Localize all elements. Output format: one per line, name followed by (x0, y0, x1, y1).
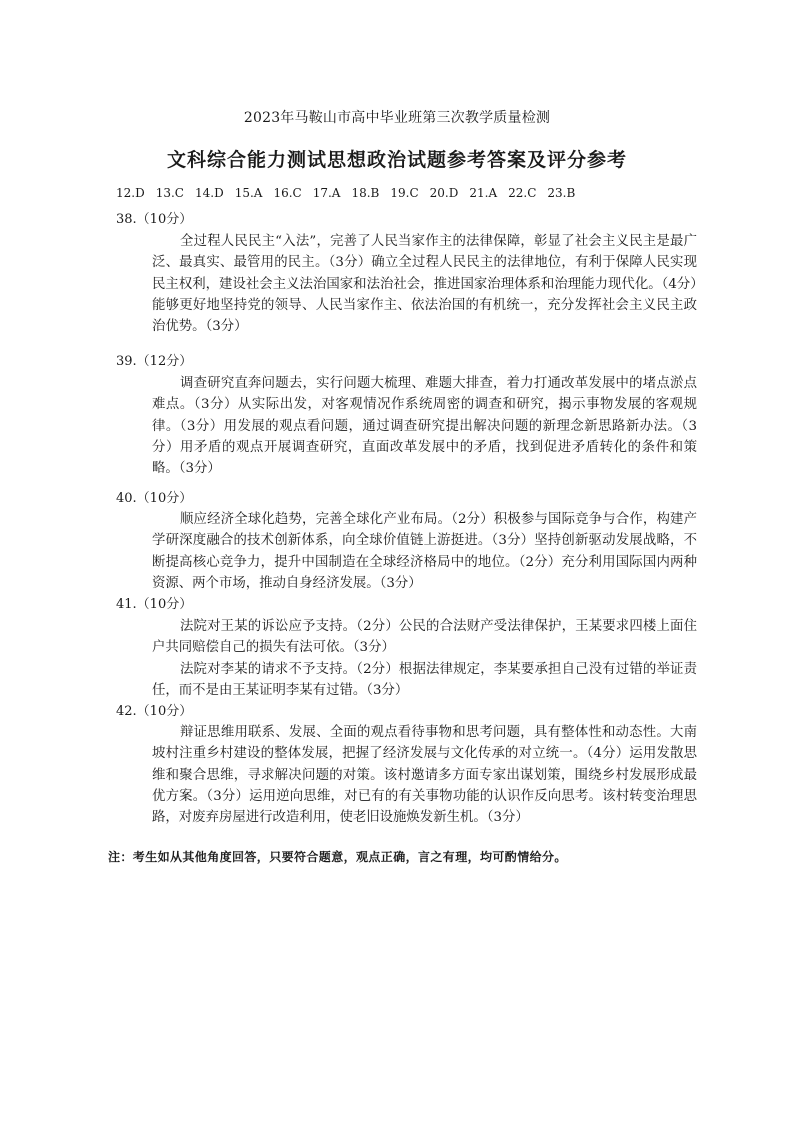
question-42-answer: 辩证思维用联系、发展、全面的观点看待事物和思考问题，具有整体性和动态性。大南坡村注重乡村建设的整体发展，把握了经济发展与文化传承的对立统一。（4分）运用发散思维和聚合思维，寻求解决问题的对策。该村邀请多方面专家出谋划策，围绕乡村发展形成最优方案。（3分）运用逆向思维，对已有的有关事物功能的认识作反向思考。该村转变治理思路，对废弃房屋进行改造利用，使老旧设施焕发新生机。（3分） (152, 725, 697, 826)
mc-answer: 21.A (469, 186, 498, 200)
mc-answer: 17.A (312, 186, 341, 200)
mc-answer: 22.C (508, 186, 537, 200)
question-38-head: 38.（10分） (116, 212, 193, 227)
mc-answer: 13.C (155, 186, 184, 200)
mc-answer: 15.A (234, 186, 263, 200)
question-40-head: 40.（10分） (116, 491, 193, 506)
mc-answer: 20.D (429, 186, 459, 200)
mc-answer: 19.C (390, 186, 419, 200)
mc-answer: 23.B (547, 186, 576, 200)
mc-answer: 12.D (116, 186, 145, 200)
question-42-head: 42.（10分） (116, 704, 193, 719)
question-40-answer: 顺应经济全球化趋势，完善全球化产业布局。（2分）积极参与国际竞争与合作，构建产学研深度融合的技术创新体系，向全球价值链上游挺进。（3分）坚持创新驱动发展战略，不断提高核心竞争力，提升中国制造在全球经济格局中的地位。（2分）充分利用国际国内两种资源、两个市场，推动自身经济发展。（3分） (152, 512, 697, 591)
question-41-answer-1: 法院对王某的诉讼应予支持。（2分）公民的合法财产受法律保护，王某要求四楼上面住户共同赔偿自己的损失有法可依。（3分） (152, 619, 697, 656)
page-title: 文科综合能力测试思想政治试题参考答案及评分参考 (166, 149, 627, 171)
scoring-note: 注：考生如从其他角度回答，只要符合题意，观点正确，言之有理，均可酌情给分。 (108, 850, 567, 864)
question-41-head: 41.（10分） (116, 597, 193, 612)
mc-answer: 14.D (194, 186, 224, 200)
question-39-head: 39.（12分） (116, 354, 193, 369)
exam-subtitle: 2023年马鞍山市高中毕业班第三次教学质量检测 (243, 110, 551, 126)
mc-answer: 18.B (351, 186, 380, 200)
question-38-answer: 全过程人民民主“入法”，完善了人民当家作主的法律保障，彰显了社会主义民主是最广泛、最真实、最管用的民主。（3分）确立全过程人民民主的法律地位，有利于保障人民实现民主权利，建设社会主义法治国家和法治社会，推进国家治理体系和治理能力现代化。（4分）能够更好地坚持党的领导、人民当家作主、依法治国的有机统一，充分发挥社会主义民主政治优势。（3分） (152, 234, 697, 335)
multiple-choice-answers (116, 186, 736, 200)
question-41-answer-2: 法院对李某的请求不予支持。（2分）根据法律规定，李某要承担自己没有过错的举证责任，而不是由王某证明李某有过错。（3分） (152, 662, 697, 699)
mc-answer: 16.C (273, 186, 302, 200)
question-39-answer: 调查研究直奔问题去，实行问题大梳理、难题大排查，着力打通改革发展中的堵点淤点难点。（3分）从实际出发，对客观情况作系统周密的调查和研究，揭示事物发展的客观规律。（3分）用发展的观点看问题，通过调查研究提出解决问题的新理念新思路新办法。（3分）用矛盾的观点开展调查研究，直面改革发展中的矛盾，找到促进矛盾转化的条件和策略。（3分） (152, 376, 697, 477)
